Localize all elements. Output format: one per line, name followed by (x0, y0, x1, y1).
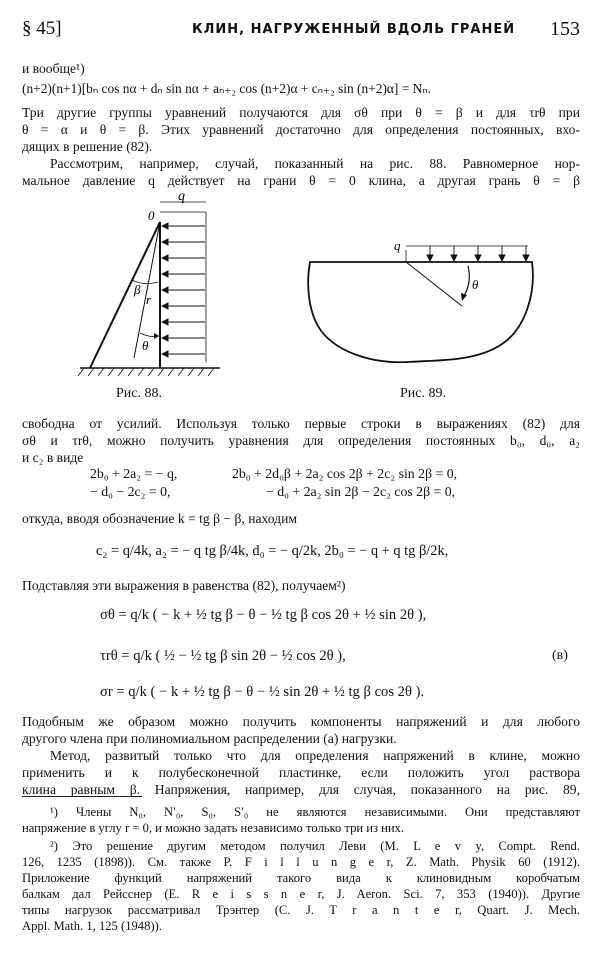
text-line: θ = α и θ = β. Этих уравнений достаточно для определения постоянных, вхо- (22, 122, 580, 137)
equation-constants: c₂ = q/4k, a₂ = − q tg β/4k, d₀ = − q/2k, 2b₀ = − q + q tg β/2k, (96, 543, 449, 559)
footnote-rule (22, 796, 142, 797)
theta-label: θ (142, 338, 149, 353)
text-line: Три другие группы уравнений получаются для σθ при θ = β и для τrθ при (22, 105, 580, 120)
footnote-line: напряжение в углу r = 0, и можно задать независимо только три из них. (22, 821, 405, 835)
text-line: Подобным же образом можно получить компоненты напряжений и для любого (22, 714, 580, 729)
text-line: свободна от усилий. Используя только первые строки в выражениях (82) для (22, 416, 580, 431)
equation: 2b₀ + 2a₂ = − q, (90, 466, 178, 481)
text-line: мальное давление q действует на грани θ = 0 клина, а другая грань θ = β (22, 173, 580, 188)
text-line: Подставляя эти выражения в равенства (82), получаем²) (22, 578, 346, 593)
equation-sigma-theta: σθ = q/k ( − k + ½ tg β − θ − ½ tg β cos 2θ + ½ sin 2θ ), (100, 607, 427, 623)
text-line: применить и к полубесконечной пластинке, если положить угол раствора (22, 765, 580, 780)
figure-89-half-plane (300, 232, 540, 372)
text-line: клина равным β. Напряжения, например, для случая, показанного на рис. 89, (22, 782, 580, 797)
equation: − d₀ − 2c₂ = 0, (90, 484, 171, 499)
equation-sigma-r: σr = q/k ( − k + ½ tg β − θ − ½ sin 2θ + ½ tg β cos 2θ ). (100, 684, 425, 700)
equation-tag: (в) (552, 648, 568, 663)
footnote-line: типы нагрузок рассматривал Трэнтер (C. J. T r a n t e r, Quart. J. Mech. (22, 903, 580, 917)
equation: − d₀ + 2a₂ sin 2β − 2c₂ cos 2β = 0, (266, 484, 456, 499)
running-header (22, 18, 580, 44)
footnote-line: Приложение функций напряжений такого вида к клиновидным коробчатым (22, 871, 580, 885)
load-label: q (394, 238, 401, 253)
footnote-line: ²) Это решение другим методом получил Леви (M. L e v y, Compt. Rend. (50, 839, 580, 853)
equation-line: (n+2)(n+1)[bₙ cos nα + dₙ sin nα + aₙ₊₂ cos (n+2)α + cₙ₊₂ sin (n+2)α] = Nₙ. (22, 81, 431, 96)
equation: 2b₀ + 2d₀β + 2a₂ cos 2β + 2c₂ sin 2β = 0, (232, 466, 458, 481)
figure-89-caption: Рис. 89. (400, 386, 446, 401)
text-line: σθ и τrθ, можно получить уравнения для определения постоянных b₀, d₀, a₂ (22, 433, 580, 448)
footnote-line: ¹) Члены N₀, N′₀, S₀, S′₀ не являются независимыми. Они представляют (50, 805, 580, 819)
text-line: откуда, вводя обозначение k = tg β − β, находим (22, 511, 297, 526)
running-title: КЛИН, НАГРУЖЕННЫЙ ВДОЛЬ ГРАНЕЙ (192, 22, 516, 37)
text-line: и c₂ в виде (22, 450, 84, 465)
load-label: q (178, 190, 185, 204)
text-line: Рассмотрим, например, случай, показанный на рис. 88. Равномерное нор- (50, 156, 580, 171)
footnote-line: Appl. Math. 1, 125 (1948)). (22, 919, 162, 933)
text-line: дящих в решение (82). (22, 139, 153, 154)
origin-label: 0 (148, 208, 155, 223)
footnote-line: балкам дал Рейсснер (E. R e i s s n e r, J. Aeron. Sci. 7, 353 (1940)). Другие (22, 887, 580, 901)
text-line: Метод, развитый только что для определения напряжений в клине, можно (50, 748, 580, 763)
text-line: другого члена при полиномиальном распределении (а) нагрузки. (22, 731, 397, 746)
footnote-line: 126, 1235 (1898)). См. также P. F i l l u n g e r, Z. Math. Physik 60 (1912). (22, 855, 580, 869)
radius-label: r (146, 292, 152, 307)
theta-label: θ (472, 277, 479, 292)
page-number: 153 (550, 18, 580, 40)
equation-tau: τrθ = q/k ( ½ − ½ tg β sin 2θ − ½ cos 2θ ), (100, 648, 346, 664)
figure-88-wedge (60, 190, 240, 385)
section-number: § 45] (22, 18, 62, 39)
figure-88-caption: Рис. 88. (116, 386, 162, 401)
beta-label: β (134, 282, 141, 297)
text-line: и вообще¹) (22, 61, 85, 76)
